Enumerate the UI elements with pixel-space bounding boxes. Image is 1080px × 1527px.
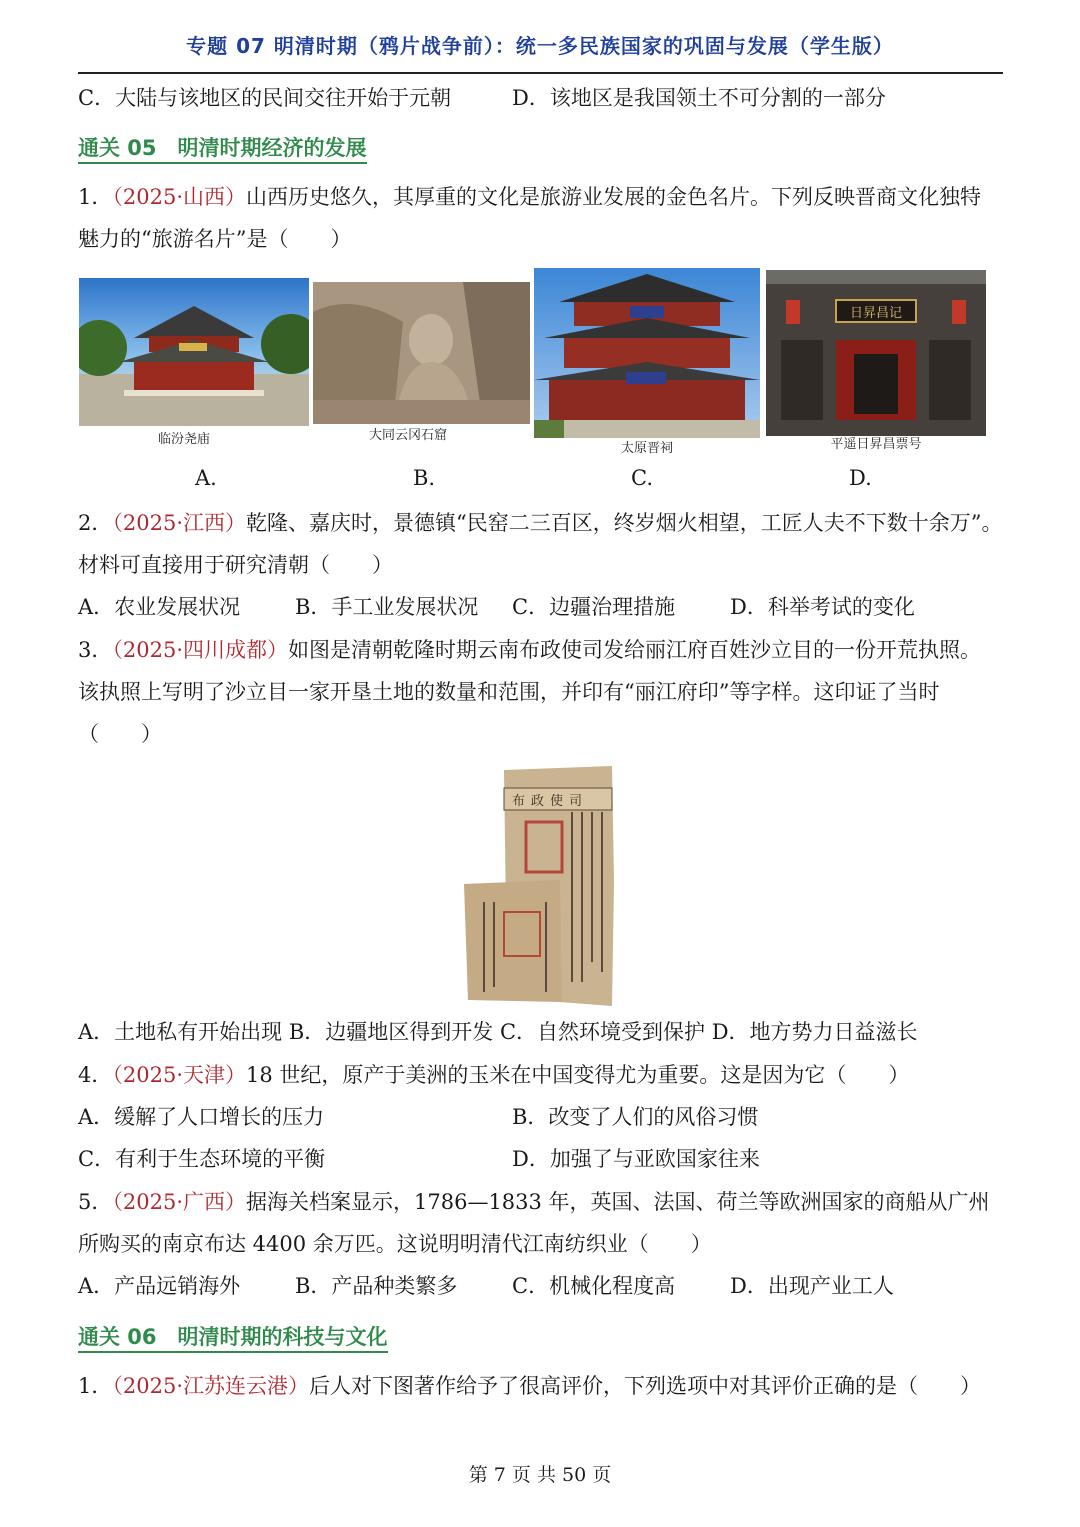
q2-option-a: A．农业发展状况 [78,595,241,619]
q1-option-b: B. [413,466,436,490]
section-06-title: 通关 06 明清时期的科技与文化 [78,1324,388,1353]
license-heading: 布政使司 [512,794,589,809]
temple-illustration [79,278,309,426]
q5-text: 据海关档案显示，1786—1833 年，英国、法国、荷兰等欧洲国家的商船从广州 [246,1190,990,1214]
q5-option-c: C．机械化程度高 [512,1274,676,1298]
caption-c: 太原晋祠 [620,441,673,456]
q2-line-2: 材料可直接用于研究清朝（ ） [78,553,393,577]
q2-text: 乾隆、嘉庆时，景德镇“民窑二三百区，终岁烟火相望，工匠人夫不下数十余万”。 [246,511,1003,535]
image-taiyuan-jinci [534,268,760,438]
q3-line-3: （ ） [78,722,162,746]
q4-text: 18 世纪，原产于美洲的玉米在中国变得尤为重要。这是因为它（ ） [246,1063,910,1087]
q3-line-1 [78,635,981,665]
q1-option-d: D. [849,466,872,490]
q3-source: （2025·四川成都） [112,638,288,662]
image-linfen-yao-temple [79,278,309,426]
page-footer: 第 7 页 共 50 页 [468,1464,612,1486]
q4-option-b: B．改变了人们的风俗习惯 [512,1105,759,1129]
q2-source: （2025·江西） [112,511,246,535]
q5-option-a: A．产品远销海外 [78,1274,241,1298]
q6-line-1 [78,1371,981,1401]
caption-a: 临汾尧庙 [157,432,210,447]
q1-line-2: 魅力的“旅游名片”是（ ） [78,227,352,251]
q2-line-1 [78,508,1002,538]
q2-option-b: B．手工业发展状况 [295,595,479,619]
q6-number: 1． [78,1374,113,1398]
q5-number: 5． [78,1190,113,1214]
image-pingyao-rishengchang [766,270,986,436]
q5-line-1 [78,1187,990,1217]
q4-number: 4． [78,1063,113,1087]
q1-text: 山西历史悠久，其厚重的文化是旅游业发展的金色名片。下列反映晋商文化独特 [246,185,981,209]
q4-option-a: A．缓解了人口增长的压力 [78,1105,325,1129]
header-divider [78,72,1003,74]
caption-d: 平遥日昇昌票号 [830,437,922,452]
q5-source: （2025·广西） [112,1190,246,1214]
q5-line-2: 所购买的南京布达 4400 余万匹。这说明明清代江南纺织业（ ） [78,1232,712,1256]
q1-source: （2025·山西） [112,185,246,209]
q2-option-d: D．科举考试的变化 [730,595,915,619]
q2-number: 2． [78,511,113,535]
q1-line-1 [78,182,981,212]
image-land-license [464,762,616,1006]
q3-line-2: 该执照上写明了沙立目一家开垦土地的数量和范围，并印有“丽江府印”等字样。这印证了当时 [78,680,940,704]
q2-option-c: C．边疆治理措施 [512,595,676,619]
q5-option-d: D．出现产业工人 [730,1274,894,1298]
buddha-illustration [313,282,530,424]
storefront-illustration [766,270,986,436]
q4-option-c: C．有利于生态环境的平衡 [78,1147,326,1171]
page-header-title: 专题 07 明清时期（鸦片战争前）：统一多民族国家的巩固与发展（学生版） [186,34,894,58]
tower-illustration [534,268,760,438]
q1-option-a: A. [195,466,217,490]
prev-option-c: C．大陆与该地区的民间交往开始于元朝 [78,86,452,110]
q4-line-1 [78,1060,909,1090]
q3-options: A．土地私有开始出现 B．边疆地区得到开发 C．自然环境受到保护 D．地方势力日益滋长 [78,1020,918,1044]
prev-option-d: D．该地区是我国领土不可分割的一部分 [512,86,886,110]
plaque-text: 日昇昌记 [849,306,902,321]
q6-source: （2025·江苏连云港） [112,1374,309,1398]
q1-option-c: C. [631,466,653,490]
section-05-title: 通关 05 明清时期经济的发展 [78,135,367,164]
caption-b: 大同云冈石窟 [368,428,447,443]
q6-text: 后人对下图著作给予了很高评价，下列选项中对其评价正确的是（ ） [309,1374,981,1398]
q5-option-b: B．产品种类繁多 [295,1274,458,1298]
q4-option-d: D．加强了与亚欧国家往来 [512,1147,760,1171]
q4-source: （2025·天津） [112,1063,246,1087]
q1-number: 1． [78,185,113,209]
image-yungang-grottoes [313,282,530,424]
q3-text: 如图是清朝乾隆时期云南布政使司发给丽江府百姓沙立目的一份开荒执照。 [288,638,981,662]
q3-number: 3． [78,638,113,662]
